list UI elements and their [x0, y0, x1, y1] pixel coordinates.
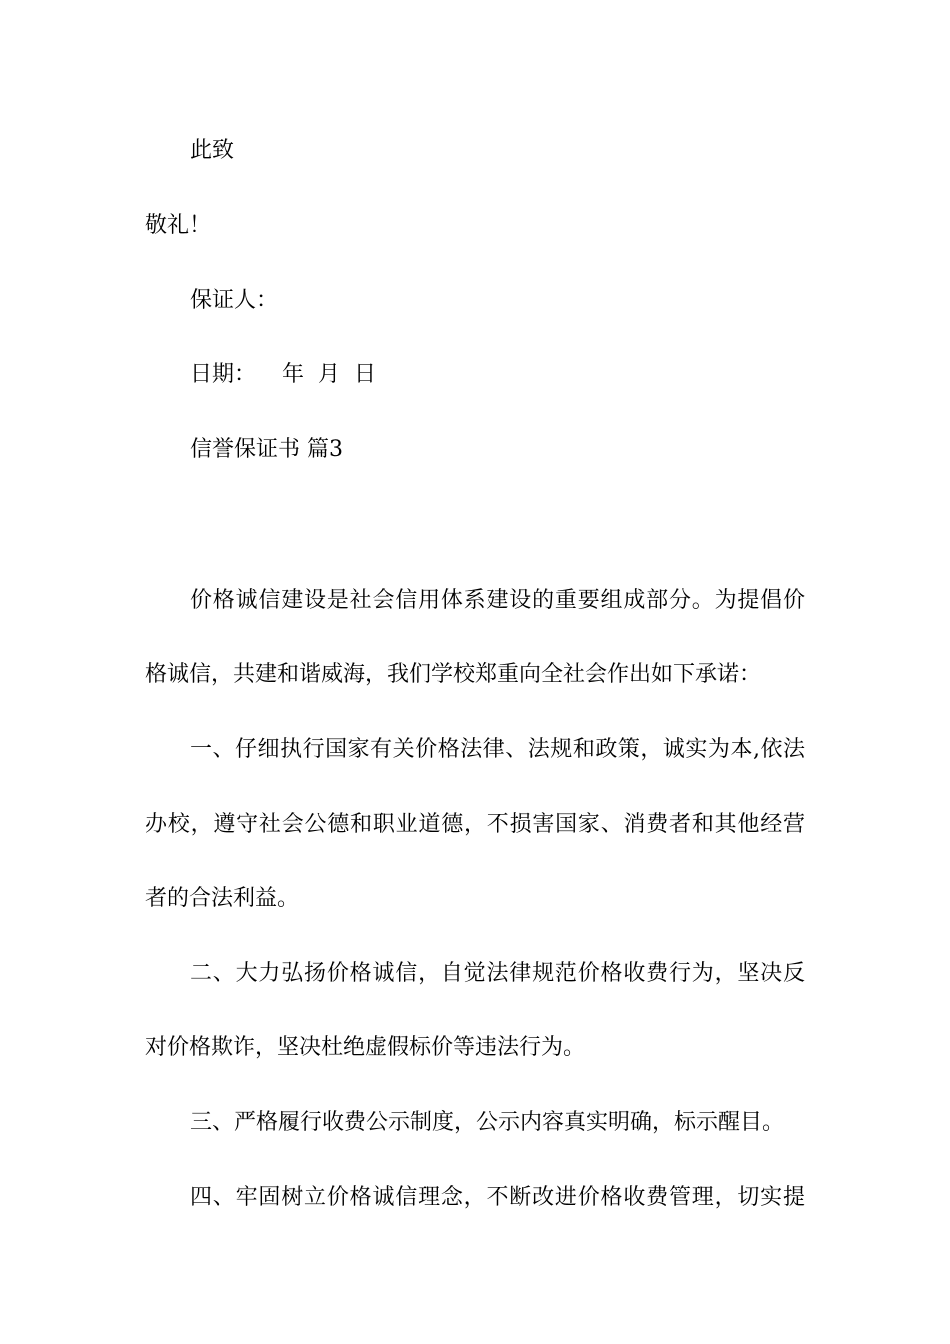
body-line-5: 者的合法利益。	[145, 886, 300, 911]
body-line-3: 一、仔细执行国家有关价格法律、法规和政策，诚实为本,依法	[190, 737, 805, 762]
body-line-9: 四、牢固树立价格诚信理念，不断改进价格收费管理，切实提	[190, 1185, 805, 1210]
date-day: 日	[354, 362, 377, 387]
date-label: 日期：	[190, 362, 257, 387]
body-line-6: 二、大力弘扬价格诚信，自觉法律规范价格收费行为，坚决反	[190, 961, 805, 986]
guarantor-label: 保证人：	[190, 288, 279, 313]
body-line-7: 对价格欺诈，坚决杜绝虚假标价等违法行为。	[145, 1035, 586, 1060]
body-line-2: 格诚信，共建和谐威海，我们学校郑重向全社会作出如下承诺：	[145, 662, 762, 687]
salutation-line-2: 敬礼！	[145, 213, 212, 238]
date-year: 年	[282, 362, 305, 387]
body-line-8: 三、严格履行收费公示制度，公示内容真实明确，标示醒目。	[190, 1110, 785, 1135]
salutation-line-1: 此致	[190, 138, 235, 163]
date-line	[190, 361, 376, 389]
date-month: 月	[318, 362, 341, 387]
body-line-1: 价格诚信建设是社会信用体系建设的重要组成部分。为提倡价	[190, 588, 805, 613]
section-title: 信誉保证书 篇3	[190, 437, 343, 462]
body-line-4: 办校，遵守社会公德和职业道德，不损害国家、消费者和其他经营	[145, 812, 805, 837]
